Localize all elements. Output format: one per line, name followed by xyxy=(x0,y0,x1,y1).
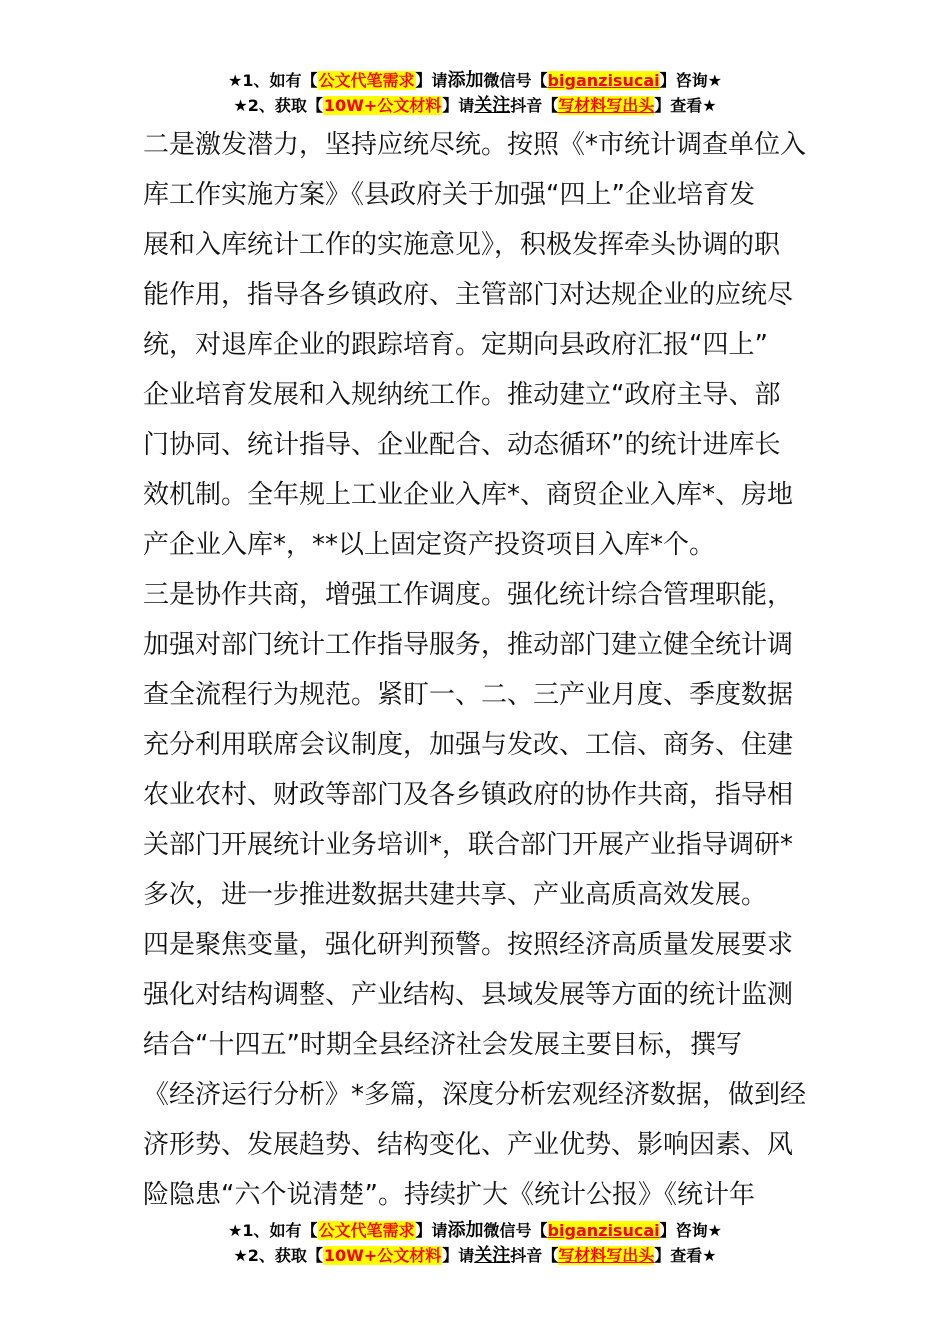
banner-line-2 xyxy=(0,1243,950,1268)
text-line: 门协同、统计指导、企业配合、动态循环”的统计进库长 xyxy=(143,430,781,460)
paragraph-4 xyxy=(143,920,807,1220)
service-highlight: 公文代笔需求 xyxy=(318,1221,415,1240)
paragraph-3 xyxy=(143,570,807,920)
banner-text: 】请 xyxy=(415,71,448,90)
document-body xyxy=(143,120,807,1220)
banner-text: ★2、获取【 xyxy=(233,1246,323,1265)
material-highlight: 10W+公文材料 xyxy=(323,96,442,115)
paragraph-2 xyxy=(143,120,807,570)
text-line: 多次，进一步推进数据共建共享、产业高质高效发展。 xyxy=(143,880,768,910)
footer-banner xyxy=(0,1218,950,1268)
banner-text: 抖音【 xyxy=(510,96,559,115)
material-highlight: 10W+公文材料 xyxy=(323,1246,442,1265)
text-line: 二是激发潜力，坚持应统尽统。按照《*市统计调查单位入 xyxy=(143,130,807,160)
text-line: 统，对退库企业的跟踪培育。定期向县政府汇报“四上” xyxy=(143,330,768,360)
banner-text: 】查看★ xyxy=(654,1246,717,1265)
text-line: 农业农村、财政等部门及各乡镇政府的协作共商，指导相 xyxy=(143,780,794,810)
text-line: 查全流程行为规范。紧盯一、二、三产业月度、季度数据 xyxy=(143,680,794,710)
banner-emphasis: 关注 xyxy=(474,95,511,116)
text-line: 四是聚焦变量，强化研判预警。按照经济高质量发展要求 xyxy=(143,930,794,960)
banner-text: 】请 xyxy=(415,1221,448,1240)
text-line: 库工作实施方案》《县政府关于加强“四上”企业培育发 xyxy=(143,180,755,210)
banner-text: 】请 xyxy=(442,1246,475,1265)
text-line: 济形势、发展趋势、结构变化、产业优势、影响因素、风 xyxy=(143,1130,794,1160)
banner-line-1 xyxy=(0,68,950,93)
text-line: 展和入库统计工作的实施意见》，积极发挥牵头协调的职 xyxy=(143,230,781,260)
banner-line-2 xyxy=(0,93,950,118)
banner-text: 】咨询★ xyxy=(659,71,722,90)
banner-text: ★1、如有【 xyxy=(228,1221,318,1240)
banner-text: 】咨询★ xyxy=(659,1221,722,1240)
banner-text: 】请 xyxy=(442,96,475,115)
text-line: 关部门开展统计业务培训*，联合部门开展产业指导调研* xyxy=(143,830,794,860)
text-line: 产企业入库*，**以上固定资产投资项目入库*个。 xyxy=(143,530,716,560)
text-line: 《经济运行分析》*多篇，深度分析宏观经济数据，做到经 xyxy=(143,1080,807,1110)
banner-text: ★2、获取【 xyxy=(233,96,323,115)
banner-emphasis: 关注 xyxy=(474,1245,511,1266)
banner-line-1 xyxy=(0,1218,950,1243)
banner-text: 】查看★ xyxy=(654,96,717,115)
wechat-id-link[interactable]: biganzisucai xyxy=(547,1221,660,1240)
text-line: 企业培育发展和入规纳统工作。推动建立“政府主导、部 xyxy=(143,380,781,410)
header-banner xyxy=(0,68,950,118)
service-highlight: 公文代笔需求 xyxy=(318,71,415,90)
banner-emphasis: 添加 xyxy=(447,1220,484,1241)
text-line: 充分利用联席会议制度，加强与发改、工信、商务、住建 xyxy=(143,730,794,760)
banner-text: 微信号【 xyxy=(483,1221,548,1240)
text-line: 强化对结构调整、产业结构、县域发展等方面的统计监测 xyxy=(143,980,794,1010)
text-line: 三是协作共商，增强工作调度。强化统计综合管理职能， xyxy=(143,580,794,610)
text-line: 能作用，指导各乡镇政府、主管部门对达规企业的应统尽 xyxy=(143,280,794,310)
text-line: 效机制。全年规上工业企业入库*、商贸企业入库*、房地 xyxy=(143,480,794,510)
douyin-account-link[interactable]: 写材料写出头 xyxy=(558,96,655,115)
text-line: 加强对部门统计工作指导服务，推动部门建立健全统计调 xyxy=(143,630,794,660)
text-line: 险隐患“六个说清楚”。持续扩大《统计公报》《统计年 xyxy=(143,1180,755,1210)
banner-text: 抖音【 xyxy=(510,1246,559,1265)
banner-emphasis: 添加 xyxy=(447,70,484,91)
banner-text: ★1、如有【 xyxy=(228,71,318,90)
douyin-account-link[interactable]: 写材料写出头 xyxy=(558,1246,655,1265)
banner-text: 微信号【 xyxy=(483,71,548,90)
text-line: 结合“十四五”时期全县经济社会发展主要目标，撰写 xyxy=(143,1030,742,1060)
wechat-id-link[interactable]: biganzisucai xyxy=(547,71,660,90)
